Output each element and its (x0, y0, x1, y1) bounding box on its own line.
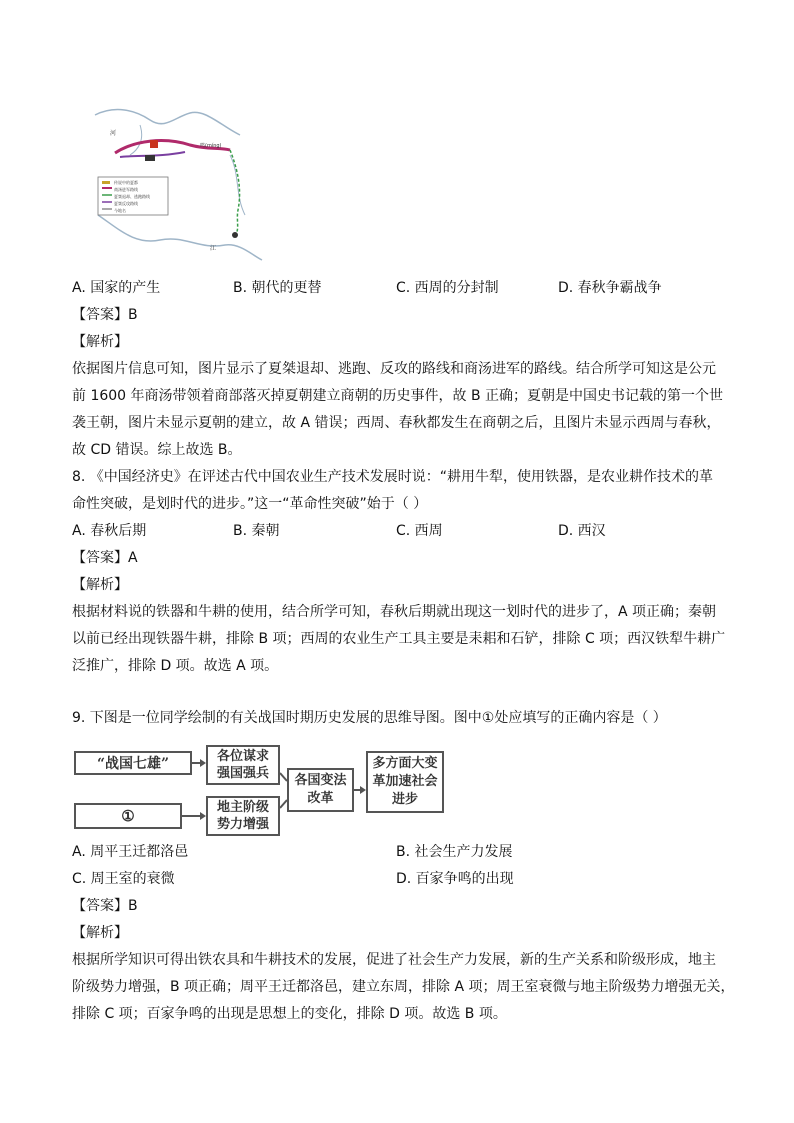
q7-analysis-line: 袭王朝，图片未显示夏朝的建立，故 A 错误；西周、春秋都发生在商朝之后，且图片未显示西周与春秋， (72, 415, 721, 431)
q9-analysis-heading: 【解析】 (72, 925, 128, 941)
q8-answer: 【答案】A (72, 550, 138, 566)
q9-analysis-line: 阶级势力增强，B 项正确；周平王迁都洛邑，建立东周，排除 A 项；周王室衰微与地主阶级势力增强无关， (72, 979, 735, 995)
q8-analysis-heading: 【解析】 (72, 577, 128, 593)
q7-analysis-heading: 【解析】 (72, 334, 128, 350)
map-image (90, 95, 265, 265)
map-place-label: 鸣(míng) (200, 143, 222, 149)
q9-option-b: B. 社会生产力发展 (396, 844, 513, 860)
map-river-he: 河 (110, 130, 117, 137)
historical-map-figure (90, 95, 265, 265)
q8-option-a: A. 春秋后期 (72, 523, 147, 539)
mindmap-box-progress: 多方面大变革加速社会进步 (366, 751, 444, 813)
mindmap-box-landlord-class: 地主阶级势力增强 (206, 796, 280, 836)
q7-analysis-line: 故 CD 错误。综上故选 B。 (72, 442, 242, 458)
q8-option-d: D. 西汉 (558, 523, 606, 539)
q7-analysis-line: 依据图片信息可知，图片显示了夏桀退却、逃跑、反攻的路线和商汤进军的路线。结合所学可知这是公元 (72, 361, 716, 377)
q8-option-b: B. 秦朝 (233, 523, 280, 539)
legend-text-3: 夏桀退却、逃跑路线 (114, 194, 150, 199)
q7-option-c: C. 西周的分封制 (396, 280, 499, 296)
mindmap-box-blank: ① (74, 803, 182, 829)
mind-map-figure (72, 743, 452, 838)
legend-text-4: 夏桀反攻路线 (114, 201, 138, 206)
q7-answer: 【答案】B (72, 307, 138, 323)
q9-option-a: A. 周平王迁都洛邑 (72, 844, 189, 860)
q9-option-d: D. 百家争鸣的出现 (396, 871, 514, 887)
q9-analysis-line: 根据所学知识可得出铁农具和牛耕技术的发展，促进了社会生产力发展，新的生产关系和阶级形成，地主 (72, 952, 716, 968)
q8-analysis-line: 以前已经出现铁器牛耕，排除 B 项；西周的农业生产工具主要是耒耜和石铲，排除 C 项；西汉铁犁牛耕广 (72, 631, 726, 647)
q7-option-a: A. 国家的产生 (72, 280, 161, 296)
q9-stem: 9. 下图是一位同学绘制的有关战国时期历史发展的思维导图。图中①处应填写的正确内容是（ ） (72, 710, 667, 726)
q8-analysis-line: 根据材料说的铁器和牛耕的使用，结合所学可知，春秋后期就出现这一划时代的进步了，A 项正确；秦朝 (72, 604, 717, 620)
mindmap-box-strong-states: 各位谋求强国强兵 (206, 745, 280, 785)
q8-stem-line: 8. 《中国经济史》在评述古代中国农业生产技术发展时说：“耕用牛犁，使用铁器，是农业耕作技术的革 (72, 469, 714, 485)
mindmap-box-reform: 各国变法改革 (287, 768, 354, 812)
q7-option-b: B. 朝代的更替 (233, 280, 322, 296)
q8-stem-line: 命性突破，是划时代的进步。”这一“革命性突破”始于（ ） (72, 496, 428, 512)
q7-analysis-line: 前 1600 年商汤带领着商部落灭掉夏朝建立商朝的历史事件，故 B 正确；夏朝是中国史书记载的第一个世 (72, 388, 724, 404)
legend-text-1: 传说中的夏都 (114, 180, 138, 185)
mindmap-box-seven-states: “战国七雄” (74, 751, 192, 775)
q7-option-d: D. 春秋争霸战争 (558, 280, 662, 296)
q8-analysis-line: 泛推广，排除 D 项。故选 A 项。 (72, 658, 279, 674)
q8-option-c: C. 西周 (396, 523, 443, 539)
q9-answer: 【答案】B (72, 898, 138, 914)
q9-analysis-line: 排除 C 项；百家争鸣的出现是思想上的变化，排除 D 项。故选 B 项。 (72, 1006, 507, 1022)
legend-text-2: 商汤进军路线 (114, 187, 138, 192)
legend-text-5: 今地名 (114, 208, 126, 213)
q9-option-c: C. 周王室的衰微 (72, 871, 175, 887)
map-river-jiang: 江 (210, 245, 217, 252)
